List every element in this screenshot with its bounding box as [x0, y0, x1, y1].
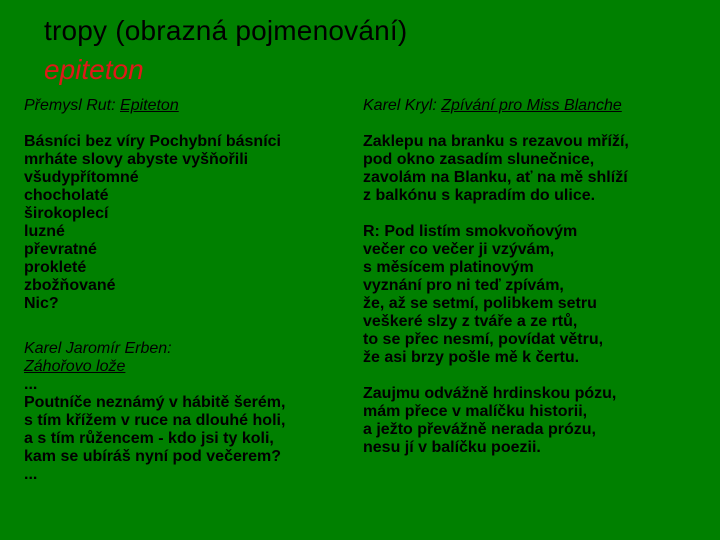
poem-line: zavolám na Blanku, ať na mě shlíží: [363, 169, 628, 186]
poem2-text: [24, 394, 344, 466]
poem-line: chocholaté: [24, 187, 109, 204]
slide-title: tropy (obrazná pojmenování): [44, 15, 408, 46]
poem-line: převratné: [24, 241, 97, 258]
poem2-ellipsis-bottom: ...: [24, 466, 38, 483]
poem-line: s tím křížem v ruce na dlouhé holi,: [24, 412, 286, 429]
poem3-title: Zpívání pro Miss Blanche: [441, 97, 622, 114]
poem2-author: Karel Jaromír Erben:: [24, 340, 172, 357]
poem1-text: [24, 133, 344, 313]
poem-line: prokleté: [24, 259, 87, 276]
poem1-title: Epiteton: [120, 97, 179, 114]
left-column: [24, 97, 344, 484]
poem-line: to se přec nesmí, povídat větru,: [363, 331, 604, 348]
stanza-1: [363, 133, 703, 205]
poem-line: veškeré slzy z tváře a ze rtů,: [363, 313, 578, 330]
poem-line: Zaujmu odvážně hrdinskou pózu,: [363, 385, 617, 402]
right-column: [363, 97, 703, 457]
poem3-heading: [363, 97, 623, 115]
poem-line: širokoplecí: [24, 205, 109, 222]
poem-line: nesu jí v balíčku poezii.: [363, 439, 541, 456]
poem-line: všudypřítomné: [24, 169, 139, 186]
poem-line: a s tím růžencem - kdo jsi ty koli,: [24, 430, 274, 447]
poem3-author: Karel Kryl:: [363, 97, 442, 114]
poem-line: kam se ubíráš nyní pod večerem?: [24, 448, 281, 465]
stanza-3: [363, 385, 703, 457]
poem-line: mám přece v malíčku historii,: [363, 403, 588, 420]
poem1-author: Přemysl Rut:: [24, 97, 121, 114]
slide-subtitle: epiteton: [44, 54, 144, 85]
poem2-ellipsis-top: ...: [24, 376, 38, 393]
poem2-title: Záhořovo lože: [24, 358, 126, 375]
poem-line: Básníci bez víry Pochybní básníci: [24, 133, 281, 150]
poem-line: Poutníče neznámý v hábitě šerém,: [24, 394, 286, 411]
poem-line: R: Pod listím smokvoňovým: [363, 223, 578, 240]
poem-line: že asi brzy pošle mě k čertu.: [363, 349, 580, 366]
poem-line: večer co večer ji vzývám,: [363, 241, 555, 258]
poem-line: mrháte slovy abyste vyšňořili: [24, 151, 249, 168]
poem-line: pod okno zasadím slunečnice,: [363, 151, 595, 168]
poem-line: s měsícem platinovým: [363, 259, 534, 276]
poem-line: vyznání pro ni teď zpívám,: [363, 277, 564, 294]
poem-line: že, až se setmí, polibkem setru: [363, 295, 597, 312]
poem-line: a ježto převážně nerada prózu,: [363, 421, 596, 438]
stanza-2-refrain: [363, 223, 703, 367]
poem-line: zbožňované: [24, 277, 116, 294]
poem1-heading: [24, 97, 344, 115]
poem-line: luzné: [24, 223, 65, 240]
poem-line: z balkónu s kapradím do ulice.: [363, 187, 596, 204]
poem-line: Zaklepu na branku s rezavou mříží,: [363, 133, 629, 150]
poem-line: Nic?: [24, 295, 59, 312]
